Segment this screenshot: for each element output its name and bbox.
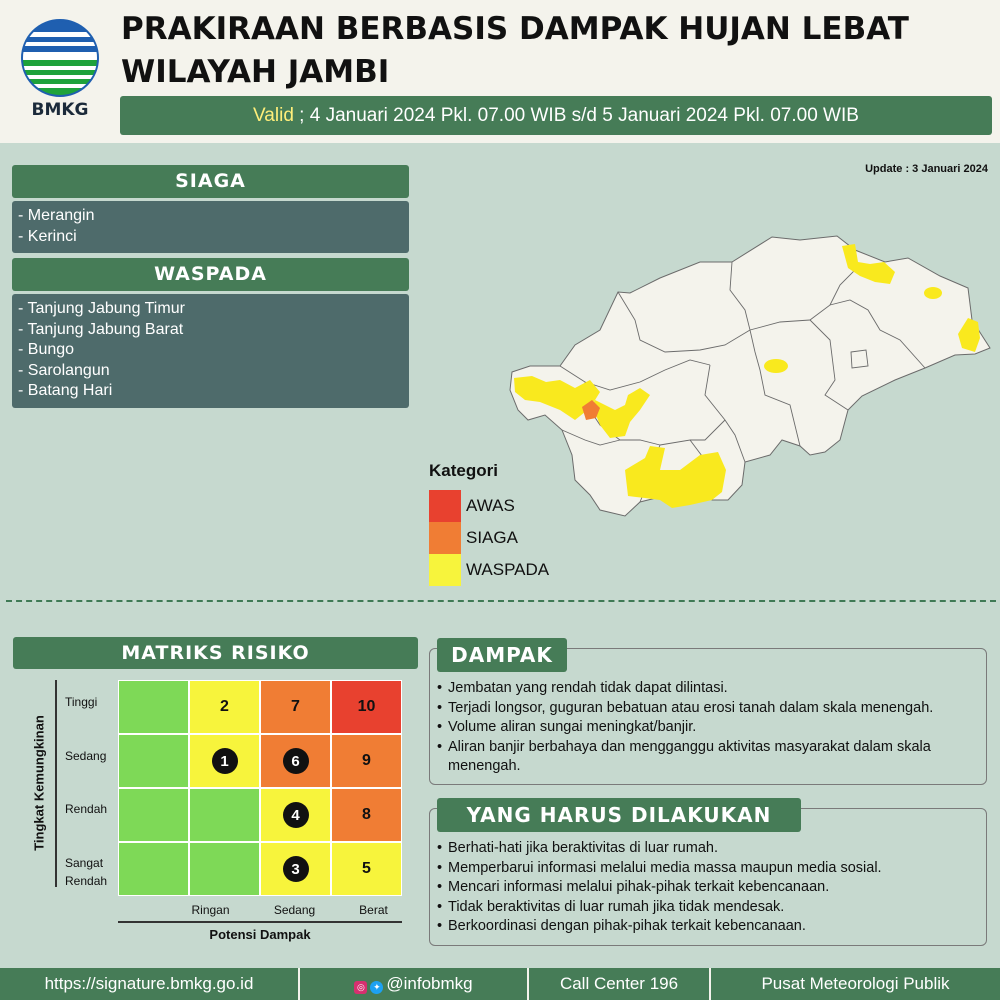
- list-item: • Berhati-hati jika beraktivitas di luar rumah.: [437, 839, 982, 859]
- col-label: Berat: [359, 903, 388, 917]
- list-item: - Batang Hari: [18, 382, 113, 399]
- jambi-map: [505, 230, 1000, 530]
- risk-score: 7: [291, 698, 300, 715]
- legend-swatch: [429, 490, 461, 522]
- legend-label: SIAGA: [466, 528, 518, 547]
- matrix-cell: [331, 680, 402, 734]
- footer: [0, 968, 1000, 1000]
- matrix-cell: [260, 842, 331, 896]
- siaga-heading: SIAGA: [12, 165, 409, 198]
- risk-score: 5: [362, 860, 371, 877]
- legend-title: Kategori: [429, 461, 498, 480]
- risk-score: 10: [357, 698, 376, 715]
- risk-marker: 4: [283, 802, 309, 828]
- risk-marker: 1: [212, 748, 238, 774]
- list-item: - Tanjung Jabung Timur: [18, 300, 185, 317]
- title-line-1: PRAKIRAAN BERBASIS DAMPAK HUJAN LEBAT: [121, 11, 909, 47]
- matrix-cell: [189, 788, 260, 842]
- list-item: • Memperbarui informasi melalui media massa maupun media sosial.: [437, 859, 982, 879]
- header: [0, 0, 1000, 143]
- logo-text: BMKG: [31, 100, 89, 120]
- y-axis-line: [55, 680, 57, 887]
- risk-score: 8: [362, 806, 371, 823]
- twitter-icon: ✦: [370, 981, 383, 994]
- social-handle[interactable]: [300, 968, 527, 1000]
- risk-score: 9: [362, 752, 371, 769]
- title-line-2: WILAYAH JAMBI: [121, 54, 390, 90]
- list-item: - Bungo: [18, 341, 75, 358]
- section-divider: [6, 600, 996, 602]
- matrix-cell: [331, 842, 402, 896]
- y-axis-title: Tingkat Kemungkinan: [31, 715, 47, 851]
- x-axis-line: [118, 921, 402, 923]
- x-axis-title: Potensi Dampak: [209, 927, 311, 942]
- dampak-list: [437, 679, 982, 777]
- row-label: Sangat Rendah: [65, 856, 108, 888]
- list-item: • Aliran banjir berbahaya dan mengganggu aktivitas masyarakat dalam skala menengah.: [437, 738, 982, 777]
- list-item: - Tanjung Jabung Barat: [18, 320, 184, 338]
- legend-swatch: [429, 554, 461, 586]
- matrix-cell: [118, 788, 189, 842]
- risk-marker: 3: [283, 856, 309, 882]
- list-item: • Terjadi longsor, guguran bebatuan atau erosi tanah dalam skala menengah.: [437, 699, 982, 719]
- update-date: Update : 3 Januari 2024: [865, 163, 988, 175]
- legend-swatch: [429, 522, 461, 554]
- list-item: • Berkoordinasi dengan pihak-pihak terkait kebencanaan.: [437, 917, 982, 937]
- legend-label: WASPADA: [466, 560, 550, 579]
- matrix-cell: [118, 680, 189, 734]
- matrix-cell: [189, 680, 260, 734]
- matrix-cell: [118, 842, 189, 896]
- waspada-list: [12, 294, 409, 408]
- social-text: @infobmkg: [386, 974, 473, 993]
- col-label: Ringan: [191, 903, 230, 917]
- valid-label: Valid: [253, 105, 294, 126]
- call-center[interactable]: Call Center 196: [559, 974, 679, 993]
- col-label: Sedang: [273, 903, 316, 917]
- matrix-cell: [260, 788, 331, 842]
- waspada-heading: WASPADA: [12, 258, 409, 291]
- list-item: • Jembatan yang rendah tidak dapat dilintasi.: [437, 679, 982, 699]
- instagram-icon: ◎: [354, 981, 367, 994]
- action-heading: YANG HARUS DILAKUKAN: [437, 798, 801, 832]
- row-label: Rendah: [65, 802, 108, 816]
- page-title: [121, 8, 981, 94]
- list-item: • Mencari informasi melalui pihak-pihak terkait kebencanaan.: [437, 878, 982, 898]
- list-item: - Sarolangun: [18, 361, 110, 379]
- website-link[interactable]: https://signature.bmkg.go.id: [44, 974, 254, 993]
- list-item: - Merangin: [18, 207, 95, 224]
- row-label: Sedang: [65, 749, 107, 763]
- valid-period-text: ; 4 Januari 2024 Pkl. 07.00 WIB s/d 5 Januari 2024 Pkl. 07.00 WIB: [293, 105, 859, 126]
- matrix-cell: [189, 842, 260, 896]
- province-shape: [510, 236, 990, 516]
- matrix-cell: [118, 734, 189, 788]
- valid-period-bar: [120, 96, 992, 135]
- risk-matrix: [118, 680, 402, 896]
- matrix-cell: [331, 734, 402, 788]
- list-item: • Tidak beraktivitas di luar rumah jika tidak mendesak.: [437, 898, 982, 918]
- publisher-name: Pusat Meteorologi Publik: [761, 974, 950, 993]
- matrix-cell: [260, 734, 331, 788]
- action-list: [437, 839, 982, 937]
- bmkg-logo: [20, 18, 100, 128]
- list-item: - Kerinci: [18, 227, 77, 245]
- matrix-cell: [331, 788, 402, 842]
- risk-marker: 6: [283, 748, 309, 774]
- list-item: • Volume aliran sungai meningkat/banjir.: [437, 718, 982, 738]
- legend-label: AWAS: [466, 496, 515, 515]
- dampak-heading: DAMPAK: [437, 638, 567, 672]
- risk-score: 2: [220, 698, 229, 715]
- matrix-cell: [260, 680, 331, 734]
- siaga-list: [12, 201, 409, 253]
- matrix-heading: MATRIKS RISIKO: [13, 637, 418, 669]
- matrix-cell: [189, 734, 260, 788]
- row-label: Tinggi: [65, 695, 98, 709]
